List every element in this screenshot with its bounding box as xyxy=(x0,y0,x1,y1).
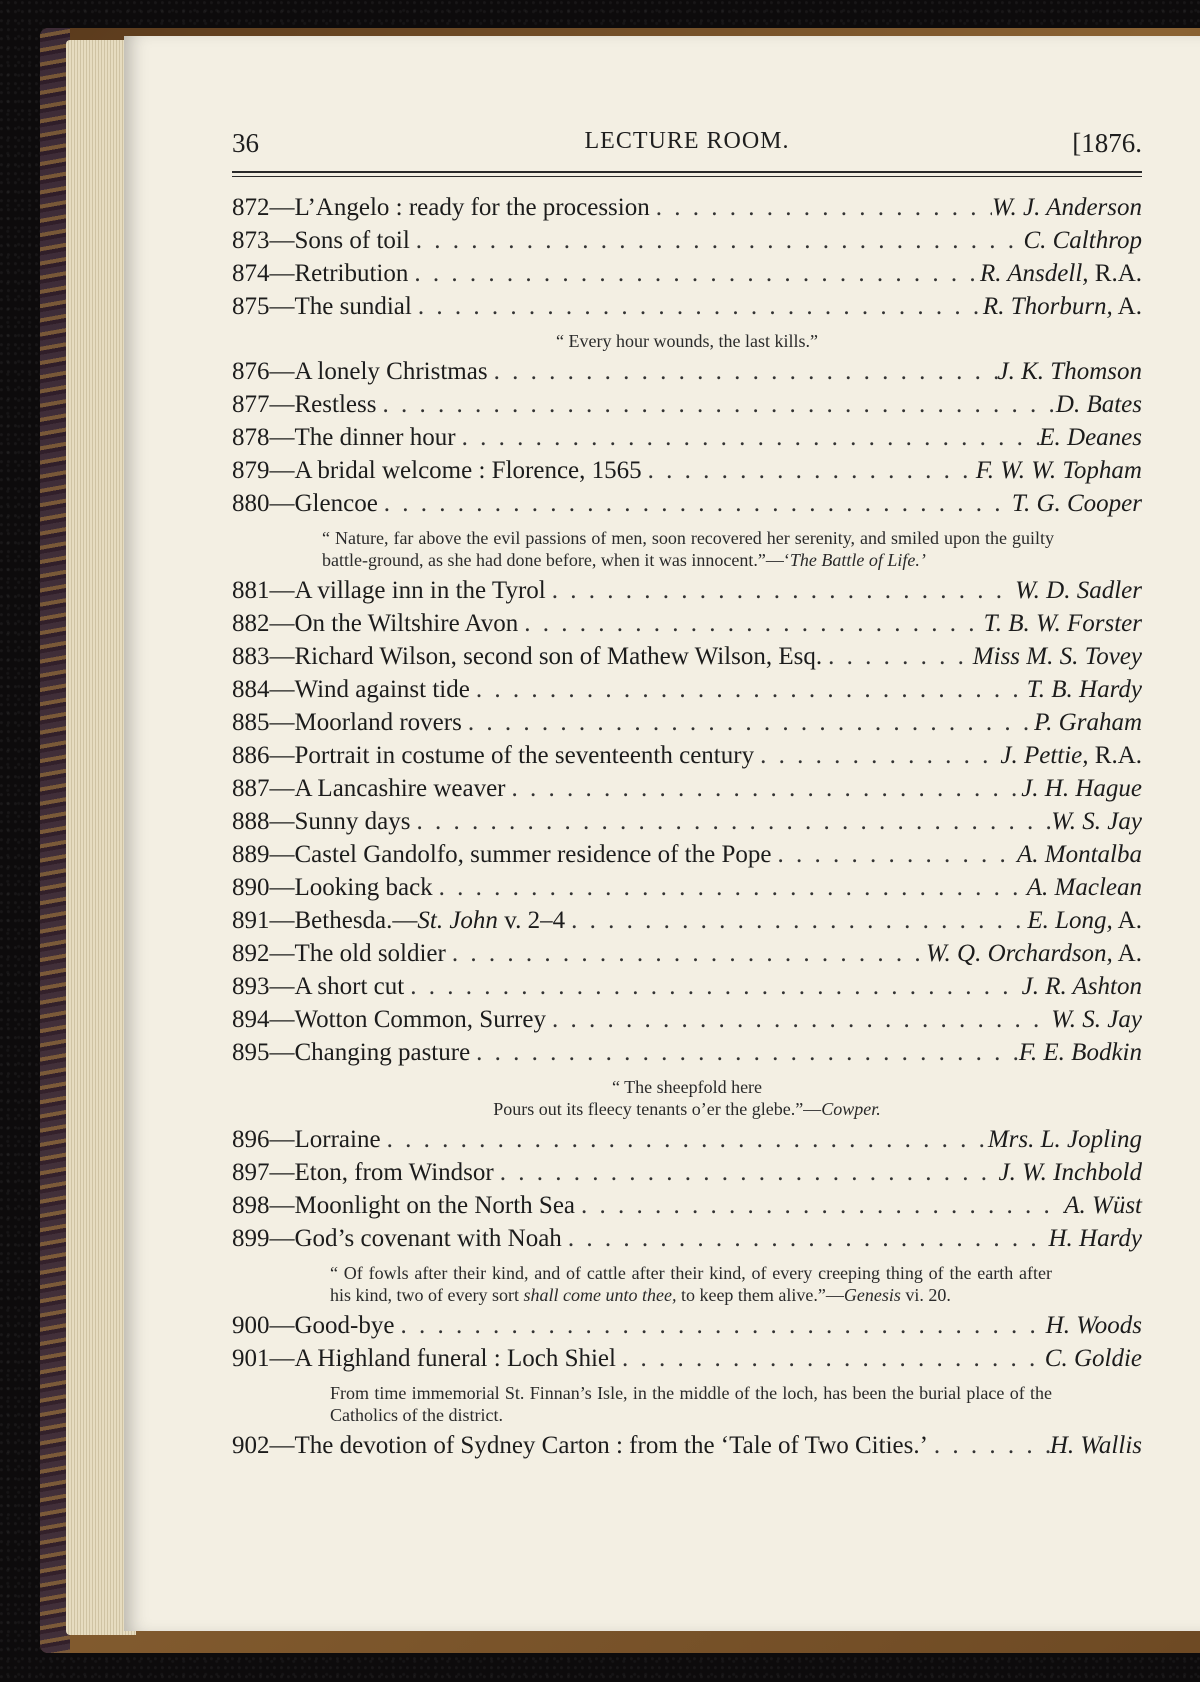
entry-title: 901—A Highland funeral : Loch Shiel xyxy=(232,1345,616,1372)
entry-artist xyxy=(1022,973,1142,1001)
entry-title: 892—The old soldier xyxy=(232,940,446,967)
entry-number: 874 xyxy=(232,260,270,287)
entry-title: 888—Sunny days xyxy=(232,808,411,835)
entry-title-text: A Highland funeral : Loch Shiel xyxy=(294,1345,616,1372)
entry-title-text: The old soldier xyxy=(294,940,446,967)
leader-dots xyxy=(562,1225,1049,1253)
artist-name: D. Bates xyxy=(1055,391,1142,418)
quote-text: “ Nature, far above the evil passions of men, soon recovered her serenity, and smiled upon the guilty battle-ground, as she had done before, when it was innocent.”—‘ xyxy=(322,528,1054,570)
catalogue-entry xyxy=(232,577,1142,610)
catalogue-entry xyxy=(232,260,1142,293)
leader-dots xyxy=(771,841,1017,869)
artist-name: R. Thorburn, xyxy=(982,293,1113,320)
quote-875 xyxy=(232,330,1142,352)
artist-name: W. S. Jay xyxy=(1051,808,1142,835)
entry-number: 884 xyxy=(232,676,270,703)
entry-title-text: On the Wiltshire Avon xyxy=(294,610,519,637)
entry-number: 882 xyxy=(232,610,270,637)
artist-name: T. G. Cooper xyxy=(1011,490,1142,517)
entry-title: 899—God’s covenant with Noah xyxy=(232,1225,562,1252)
leader-dots xyxy=(928,1432,1050,1460)
entry-title: 875—The sundial xyxy=(232,293,412,320)
entry-number: 889 xyxy=(232,841,270,868)
catalogue-entry xyxy=(232,907,1142,940)
entry-title: 880—Glencoe xyxy=(232,490,378,517)
entry-title-text: A village inn in the Tyrol xyxy=(294,577,546,604)
entry-number: 880 xyxy=(232,490,270,517)
entry-number: 898 xyxy=(232,1192,270,1219)
entry-title-after: v. 2–4 xyxy=(497,907,566,934)
catalogue-entry xyxy=(232,1159,1142,1192)
entry-title-text: A Lancashire weaver xyxy=(294,775,506,802)
entry-artist xyxy=(992,194,1142,222)
leader-dots xyxy=(642,457,976,485)
entry-title-text: Restless xyxy=(294,391,377,418)
entry-title: 894—Wotton Common, Surrey xyxy=(232,1006,546,1033)
header-rule-thin xyxy=(232,176,1142,177)
entry-number: 885 xyxy=(232,709,270,736)
leader-dots xyxy=(378,490,1012,518)
page-number: 36 xyxy=(232,128,259,158)
catalogue-entry xyxy=(232,424,1142,457)
artist-name: Mrs. L. Jopling xyxy=(987,1126,1142,1153)
artist-name: E. Deanes xyxy=(1039,424,1142,451)
leader-dots xyxy=(470,676,1027,704)
entry-artist xyxy=(973,643,1142,671)
entry-artist xyxy=(1015,577,1142,605)
entry-title-text: Lorraine xyxy=(294,1126,381,1153)
entry-title-text: Bethesda.— xyxy=(294,907,418,934)
entry-title-text: Retribution xyxy=(294,260,409,287)
entry-number: 878 xyxy=(232,424,270,451)
entry-artist xyxy=(1000,742,1142,770)
entry-number: 872 xyxy=(232,194,270,221)
entry-title-text: The sundial xyxy=(294,293,412,320)
artist-name: H. Woods xyxy=(1045,1312,1142,1339)
entry-number: 900 xyxy=(232,1312,270,1339)
artist-name: P. Graham xyxy=(1034,709,1142,736)
entry-number: 890 xyxy=(232,874,270,901)
artist-name: J. K. Thomson xyxy=(997,358,1142,385)
entry-title: 890—Looking back xyxy=(232,874,433,901)
artist-suffix: A. xyxy=(1112,940,1142,967)
leader-dots xyxy=(404,973,1021,1001)
leader-dots xyxy=(376,391,1055,419)
entry-artist xyxy=(1021,775,1142,803)
entry-number: 886 xyxy=(232,742,270,769)
leader-dots xyxy=(412,293,983,321)
catalogue-entry xyxy=(232,610,1142,643)
catalogue-entry xyxy=(232,775,1142,808)
catalogue-entry xyxy=(232,808,1142,841)
catalogue-entry xyxy=(232,1225,1142,1258)
entry-artist xyxy=(1064,1192,1142,1220)
entry-title-text: Wotton Common, Surrey xyxy=(294,1006,546,1033)
leader-dots xyxy=(381,1126,988,1154)
entry-title: 881—A village inn in the Tyrol xyxy=(232,577,546,604)
entry-artist xyxy=(1034,709,1142,737)
artist-name: A. Maclean xyxy=(1026,874,1142,901)
entry-number: 892 xyxy=(232,940,270,967)
artist-name: H. Wallis xyxy=(1049,1432,1142,1459)
artist-suffix: R.A. xyxy=(1088,260,1142,287)
running-year: [1876. xyxy=(1072,128,1142,158)
catalogue-entry xyxy=(232,1345,1142,1378)
entry-title-text: Changing pasture xyxy=(294,1039,471,1066)
entry-number: 879 xyxy=(232,457,270,484)
note-901 xyxy=(232,1382,1142,1426)
entry-title: 902—The devotion of Sydney Carton : from the ‘Tale of Two Cities.’ xyxy=(232,1432,928,1459)
entry-number: 902 xyxy=(232,1432,270,1459)
entry-title-text: L’Angelo : ready for the procession xyxy=(294,194,650,221)
entry-title: 887—A Lancashire weaver xyxy=(232,775,506,802)
entry-number: 887 xyxy=(232,775,270,802)
quote-source: Genesis xyxy=(843,1285,901,1305)
entry-number: 895 xyxy=(232,1039,270,1066)
entry-title: 897—Eton, from Windsor xyxy=(232,1159,494,1186)
entry-title: 884—Wind against tide xyxy=(232,676,470,703)
header-rule xyxy=(232,171,1142,173)
catalogue-entry xyxy=(232,874,1142,907)
catalogue-entry xyxy=(232,940,1142,973)
entry-number: 901 xyxy=(232,1345,270,1372)
entry-title: 885—Moorland rovers xyxy=(232,709,462,736)
catalogue-entry xyxy=(232,1312,1142,1345)
catalogue-entry xyxy=(232,391,1142,424)
entry-title-text: The dinner hour xyxy=(294,424,456,451)
page-header xyxy=(232,128,1142,162)
catalogue-entry xyxy=(232,1039,1142,1072)
artist-suffix: R.A. xyxy=(1088,742,1142,769)
entry-artist xyxy=(1027,874,1142,902)
entry-title: 879—A bridal welcome : Florence, 1565 xyxy=(232,457,642,484)
artist-name: A. Montalba xyxy=(1017,841,1142,868)
entry-number: 891 xyxy=(232,907,270,934)
leader-dots xyxy=(446,940,926,968)
artist-suffix: A. xyxy=(1112,907,1142,934)
leader-dots xyxy=(754,742,1000,770)
leader-dots xyxy=(433,874,1027,902)
leader-dots xyxy=(650,194,992,222)
artist-name: T. B. Hardy xyxy=(1026,676,1142,703)
entry-number: 883 xyxy=(232,643,270,670)
entry-title: 893—A short cut xyxy=(232,973,405,1000)
artist-name: J. H. Hague xyxy=(1021,775,1142,802)
entry-title: 878—The dinner hour xyxy=(232,424,456,451)
entry-title-text: Richard Wilson, second son of Mathew Wilson, Esq. xyxy=(294,643,823,670)
entry-artist xyxy=(1017,841,1142,869)
entry-title: 882—On the Wiltshire Avon xyxy=(232,610,519,637)
quote-880 xyxy=(232,527,1142,571)
artist-name: C. Goldie xyxy=(1044,1345,1142,1372)
entry-artist xyxy=(1051,1006,1142,1034)
artist-name: R. Ansdell, xyxy=(979,260,1089,287)
leader-dots xyxy=(470,1039,1019,1067)
entry-artist xyxy=(984,610,1142,638)
entry-artist xyxy=(1027,676,1142,704)
quote-899 xyxy=(232,1262,1142,1306)
entry-title-text: Portrait in costume of the seventeenth century xyxy=(294,742,755,769)
entry-artist xyxy=(1050,1432,1142,1460)
artist-name: J. R. Ashton xyxy=(1021,973,1142,1000)
quote-text: “ Every hour wounds, the last kills.” xyxy=(556,331,818,351)
entry-title: 874—Retribution xyxy=(232,260,409,287)
entry-title-text: Eton, from Windsor xyxy=(294,1159,494,1186)
catalogue-entry xyxy=(232,293,1142,326)
note-text: From time immemorial St. Finnan’s Isle, in the middle of the loch, has been the burial place of the Catholics of the district. xyxy=(330,1383,1052,1425)
entry-artist xyxy=(983,293,1142,321)
catalogue-entry xyxy=(232,1126,1142,1159)
catalogue-list xyxy=(232,194,1142,1465)
entry-title-italic: St. John xyxy=(417,907,498,934)
quote-source: The Battle of Life.’ xyxy=(789,550,926,570)
quote-line: Pours out its fleecy tenants o’er the glebe.”— xyxy=(493,1099,822,1119)
leader-dots xyxy=(410,227,1024,255)
entry-title: 873—Sons of toil xyxy=(232,227,410,254)
entry-artist xyxy=(926,940,1142,968)
entry-title-text: Moonlight on the North Sea xyxy=(294,1192,576,1219)
leader-dots xyxy=(506,775,1022,803)
artist-name: W. J. Anderson xyxy=(992,194,1142,221)
entry-number: 877 xyxy=(232,391,270,418)
entry-title: 876—A lonely Christmas xyxy=(232,358,488,385)
leader-dots xyxy=(456,424,1040,452)
catalogue-entry xyxy=(232,676,1142,709)
catalogue-entry xyxy=(232,358,1142,391)
quote-text: to keep them alive.”— xyxy=(676,1285,844,1305)
entry-title: 896—Lorraine xyxy=(232,1126,381,1153)
catalogue-entry xyxy=(232,1006,1142,1039)
artist-name: J. Pettie, xyxy=(1000,742,1089,769)
leader-dots xyxy=(410,808,1051,836)
entry-number: 881 xyxy=(232,577,270,604)
catalogue-entry xyxy=(232,490,1142,523)
catalogue-entry xyxy=(232,841,1142,874)
artist-name: H. Hardy xyxy=(1048,1225,1142,1252)
entry-title: 883—Richard Wilson, second son of Mathew Wilson, Esq. xyxy=(232,643,823,670)
entry-artist xyxy=(988,1126,1142,1154)
entry-artist xyxy=(1045,1345,1142,1373)
leader-dots xyxy=(575,1192,1064,1220)
artist-name: F. W. W. Topham xyxy=(975,457,1142,484)
entry-title-text: The devotion of Sydney Carton : from the ‘Tale of Two Cities.’ xyxy=(294,1432,928,1459)
entry-title: 877—Restless xyxy=(232,391,377,418)
catalogue-entry xyxy=(232,742,1142,775)
running-title: LECTURE ROOM. xyxy=(584,128,790,154)
entry-number: 876 xyxy=(232,358,270,385)
entry-title-text: Castel Gandolfo, summer residence of the Pope xyxy=(294,841,772,868)
entry-number: 888 xyxy=(232,808,270,835)
entry-title-text: Sons of toil xyxy=(294,227,410,254)
leader-dots xyxy=(822,643,973,671)
quote-source: Cowper. xyxy=(821,1099,881,1119)
entry-title-text: A lonely Christmas xyxy=(294,358,488,385)
entry-title-text: A short cut xyxy=(294,973,405,1000)
entry-title-text: Wind against tide xyxy=(294,676,470,703)
leader-dots xyxy=(565,907,1027,935)
quote-895 xyxy=(232,1076,1142,1120)
entry-artist xyxy=(1027,907,1142,935)
artist-name: Miss M. S. Tovey xyxy=(972,643,1142,670)
catalogue-entry xyxy=(232,643,1142,676)
entry-title: 886—Portrait in costume of the seventeenth century xyxy=(232,742,755,769)
entry-title: 900—Good-bye xyxy=(232,1312,395,1339)
entry-number: 896 xyxy=(232,1126,270,1153)
entry-artist xyxy=(1039,424,1142,452)
leader-dots xyxy=(546,1006,1051,1034)
leader-dots xyxy=(546,577,1015,605)
entry-artist xyxy=(998,358,1142,386)
entry-number: 899 xyxy=(232,1225,270,1252)
entry-title: 889—Castel Gandolfo, summer residence of the Pope xyxy=(232,841,772,868)
entry-title-text: God’s covenant with Noah xyxy=(294,1225,562,1252)
entry-title: 891—Bethesda.—St. John v. 2–4 xyxy=(232,907,566,934)
quote-line: “ The sheepfold here xyxy=(611,1077,763,1097)
leader-dots xyxy=(518,610,983,638)
artist-name: W. Q. Orchardson, xyxy=(925,940,1113,967)
entry-artist xyxy=(1046,1312,1142,1340)
leader-dots xyxy=(616,1345,1045,1373)
artist-name: C. Calthrop xyxy=(1023,227,1142,254)
leader-dots xyxy=(494,1159,999,1187)
entry-title: 872—L’Angelo : ready for the procession xyxy=(232,194,650,221)
artist-suffix: A. xyxy=(1112,293,1142,320)
entry-number: 893 xyxy=(232,973,270,1000)
entry-title-text: Moorland rovers xyxy=(294,709,462,736)
catalogue-entry xyxy=(232,194,1142,227)
entry-artist xyxy=(976,457,1142,485)
entry-number: 873 xyxy=(232,227,270,254)
entry-number: 897 xyxy=(232,1159,270,1186)
artist-name: F. E. Bodkin xyxy=(1018,1039,1142,1066)
quote-text: “ Of fowls after their kind, and of cattle after their kind, of every creeping thing of the earth after his kind, two of every sort xyxy=(330,1263,1052,1305)
entry-title: 895—Changing pasture xyxy=(232,1039,471,1066)
leader-dots xyxy=(488,358,998,386)
leader-dots xyxy=(462,709,1034,737)
entry-title: 898—Moonlight on the North Sea xyxy=(232,1192,576,1219)
catalogue-entry xyxy=(232,973,1142,1006)
entry-title-text: Sunny days xyxy=(294,808,411,835)
catalogue-entry xyxy=(232,1192,1142,1225)
entry-artist xyxy=(1023,227,1142,255)
leader-dots xyxy=(394,1312,1045,1340)
entry-title-text: Good-bye xyxy=(294,1312,395,1339)
entry-artist xyxy=(1048,1225,1142,1253)
catalogue-entry xyxy=(232,227,1142,260)
catalogue-entry xyxy=(232,709,1142,742)
entry-title-text: A bridal welcome : Florence, 1565 xyxy=(294,457,642,484)
entry-artist xyxy=(1056,391,1142,419)
artist-name: A. Wüst xyxy=(1064,1192,1142,1219)
entry-number: 875 xyxy=(232,293,270,320)
leader-dots xyxy=(408,260,980,288)
entry-title-text: Looking back xyxy=(294,874,433,901)
catalogue-entry xyxy=(232,1432,1142,1465)
catalogue-entry xyxy=(232,457,1142,490)
entry-title-text: Glencoe xyxy=(294,490,378,517)
artist-name: W. S. Jay xyxy=(1051,1006,1142,1033)
entry-artist xyxy=(1012,490,1142,518)
artist-name: T. B. W. Forster xyxy=(983,610,1142,637)
artist-name: W. D. Sadler xyxy=(1015,577,1142,604)
artist-name: J. W. Inchbold xyxy=(998,1159,1142,1186)
entry-artist xyxy=(1019,1039,1142,1067)
entry-artist xyxy=(999,1159,1143,1187)
quote-italic: shall come unto thee, xyxy=(523,1285,677,1305)
entry-number: 894 xyxy=(232,1006,270,1033)
artist-name: E. Long, xyxy=(1027,907,1113,934)
entry-artist xyxy=(980,260,1142,288)
entry-artist xyxy=(1051,808,1142,836)
quote-ref: vi. 20. xyxy=(900,1285,951,1305)
